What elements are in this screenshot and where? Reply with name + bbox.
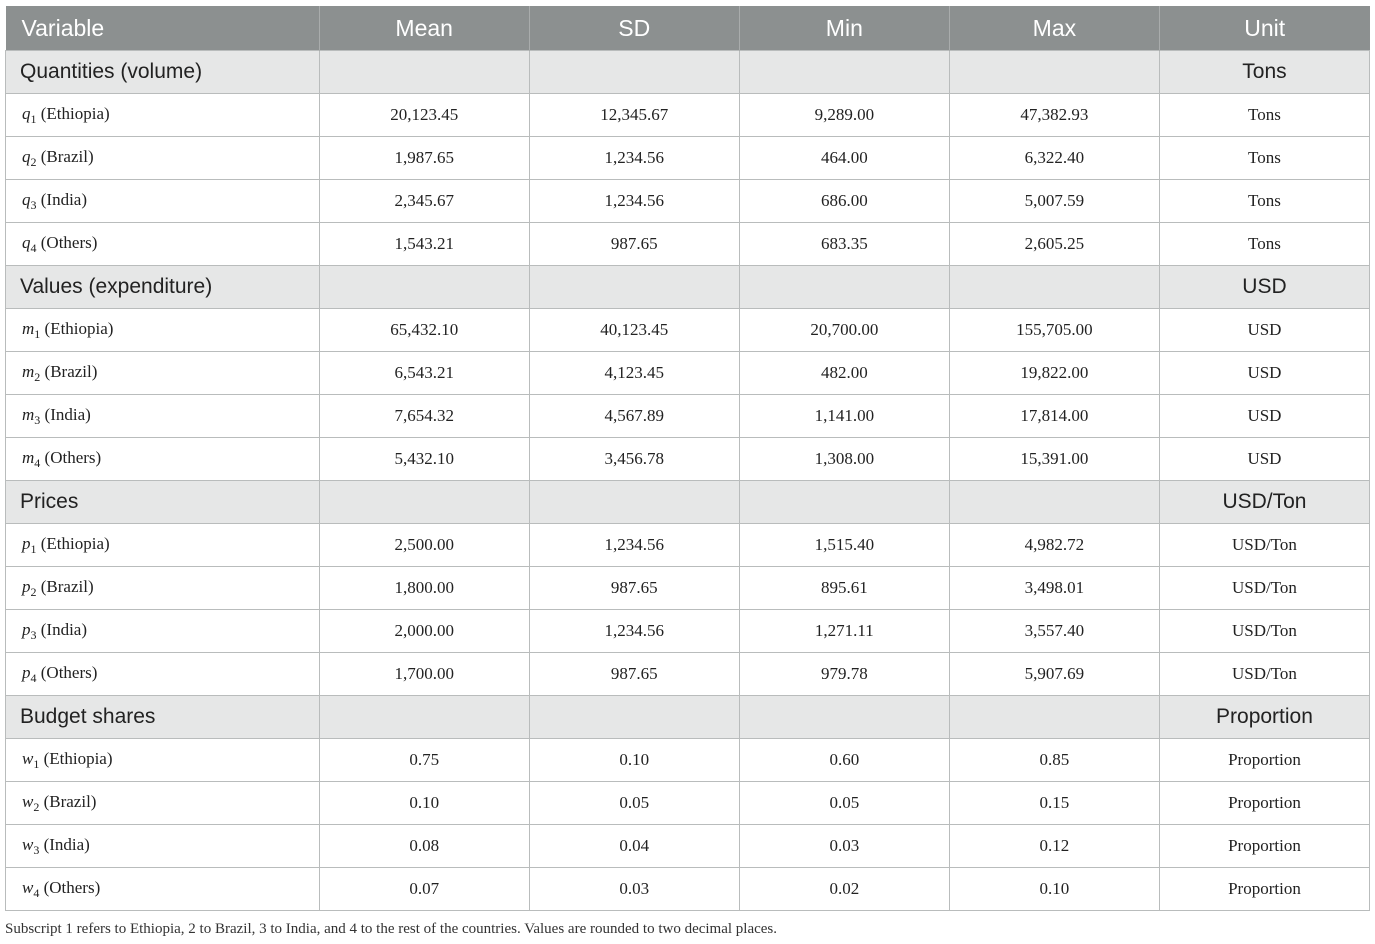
group-unit: Proportion <box>1159 696 1369 739</box>
variable-subscript: 2 <box>30 154 37 169</box>
sd-cell: 1,234.56 <box>529 610 739 653</box>
sd-cell: 4,567.89 <box>529 395 739 438</box>
variable-cell <box>6 653 320 696</box>
group-min-empty <box>739 481 949 524</box>
min-cell: 20,700.00 <box>739 309 949 352</box>
variable-symbol: p <box>22 533 31 553</box>
sd-cell: 12,345.67 <box>529 94 739 137</box>
sd-cell: 4,123.45 <box>529 352 739 395</box>
min-cell: 686.00 <box>739 180 949 223</box>
variable-country: (India) <box>40 189 88 209</box>
group-row <box>6 696 1370 739</box>
header-row <box>6 6 1370 51</box>
variable-symbol: q <box>22 103 31 123</box>
variable-country: (Ethiopia) <box>40 103 110 123</box>
max-cell: 0.85 <box>949 739 1159 782</box>
group-unit: USD/Ton <box>1159 481 1369 524</box>
table-row <box>6 610 1370 653</box>
summary-statistics-table <box>5 6 1370 911</box>
unit-cell: USD/Ton <box>1159 567 1369 610</box>
unit-cell: USD/Ton <box>1159 524 1369 567</box>
unit-cell: Proportion <box>1159 782 1369 825</box>
group-mean-empty <box>319 696 529 739</box>
table-row <box>6 352 1370 395</box>
mean-cell: 1,700.00 <box>319 653 529 696</box>
mean-cell: 5,432.10 <box>319 438 529 481</box>
max-cell: 19,822.00 <box>949 352 1159 395</box>
variable-subscript: 1 <box>34 326 41 341</box>
variable-country: (Brazil) <box>40 576 94 596</box>
header-max: Max <box>949 6 1159 51</box>
variable-cell <box>6 180 320 223</box>
variable-subscript: 2 <box>34 369 41 384</box>
header-unit: Unit <box>1159 6 1369 51</box>
table-row <box>6 825 1370 868</box>
table-row <box>6 94 1370 137</box>
mean-cell: 0.75 <box>319 739 529 782</box>
table-row <box>6 438 1370 481</box>
variable-cell <box>6 352 320 395</box>
group-sd-empty <box>529 51 739 94</box>
group-row <box>6 481 1370 524</box>
group-label: Prices <box>6 481 320 524</box>
variable-cell <box>6 94 320 137</box>
variable-country: (Others) <box>40 662 98 682</box>
variable-subscript: 2 <box>30 584 37 599</box>
table-row <box>6 309 1370 352</box>
min-cell: 0.03 <box>739 825 949 868</box>
variable-cell <box>6 739 320 782</box>
min-cell: 1,308.00 <box>739 438 949 481</box>
max-cell: 5,007.59 <box>949 180 1159 223</box>
group-mean-empty <box>319 481 529 524</box>
variable-country: (Ethiopia) <box>44 318 114 338</box>
mean-cell: 2,000.00 <box>319 610 529 653</box>
variable-cell <box>6 524 320 567</box>
variable-symbol: m <box>22 318 35 338</box>
max-cell: 0.15 <box>949 782 1159 825</box>
variable-cell <box>6 782 320 825</box>
unit-cell: Tons <box>1159 94 1369 137</box>
variable-symbol: w <box>22 791 34 811</box>
variable-country: (Brazil) <box>40 146 94 166</box>
max-cell: 3,557.40 <box>949 610 1159 653</box>
group-label: Quantities (volume) <box>6 51 320 94</box>
sd-cell: 1,234.56 <box>529 180 739 223</box>
mean-cell: 0.08 <box>319 825 529 868</box>
variable-country: (Ethiopia) <box>43 748 113 768</box>
variable-cell <box>6 567 320 610</box>
mean-cell: 1,543.21 <box>319 223 529 266</box>
group-sd-empty <box>529 696 739 739</box>
min-cell: 0.02 <box>739 868 949 911</box>
group-label: Values (expenditure) <box>6 266 320 309</box>
variable-symbol: q <box>22 232 31 252</box>
unit-cell: Proportion <box>1159 825 1369 868</box>
summary-statistics-table-wrapper <box>5 6 1370 911</box>
table-row <box>6 223 1370 266</box>
variable-subscript: 4 <box>34 455 41 470</box>
min-cell: 683.35 <box>739 223 949 266</box>
variable-subscript: 1 <box>33 756 40 771</box>
header-min: Min <box>739 6 949 51</box>
max-cell: 3,498.01 <box>949 567 1159 610</box>
sd-cell: 0.10 <box>529 739 739 782</box>
header-sd: SD <box>529 6 739 51</box>
header-variable: Variable <box>6 6 320 51</box>
mean-cell: 65,432.10 <box>319 309 529 352</box>
variable-subscript: 3 <box>30 627 37 642</box>
min-cell: 1,515.40 <box>739 524 949 567</box>
table-row <box>6 180 1370 223</box>
max-cell: 0.12 <box>949 825 1159 868</box>
group-row <box>6 51 1370 94</box>
variable-symbol: p <box>22 662 31 682</box>
min-cell: 1,141.00 <box>739 395 949 438</box>
sd-cell: 3,456.78 <box>529 438 739 481</box>
variable-subscript: 4 <box>33 885 40 900</box>
table-row <box>6 782 1370 825</box>
variable-cell <box>6 438 320 481</box>
group-unit: USD <box>1159 266 1369 309</box>
variable-subscript: 4 <box>30 240 37 255</box>
max-cell: 47,382.93 <box>949 94 1159 137</box>
unit-cell: Tons <box>1159 223 1369 266</box>
header-mean: Mean <box>319 6 529 51</box>
variable-symbol: w <box>22 834 34 854</box>
sd-cell: 0.03 <box>529 868 739 911</box>
table-row <box>6 567 1370 610</box>
variable-symbol: m <box>22 361 35 381</box>
variable-symbol: w <box>22 748 34 768</box>
table-row <box>6 524 1370 567</box>
variable-symbol: m <box>22 447 35 467</box>
group-label: Budget shares <box>6 696 320 739</box>
min-cell: 1,271.11 <box>739 610 949 653</box>
unit-cell: USD/Ton <box>1159 653 1369 696</box>
sd-cell: 0.04 <box>529 825 739 868</box>
min-cell: 0.60 <box>739 739 949 782</box>
sd-cell: 987.65 <box>529 567 739 610</box>
variable-symbol: p <box>22 619 31 639</box>
variable-cell <box>6 868 320 911</box>
group-sd-empty <box>529 481 739 524</box>
group-min-empty <box>739 266 949 309</box>
group-min-empty <box>739 696 949 739</box>
group-mean-empty <box>319 51 529 94</box>
group-sd-empty <box>529 266 739 309</box>
group-min-empty <box>739 51 949 94</box>
variable-symbol: w <box>22 877 34 897</box>
variable-country: (India) <box>44 404 91 424</box>
max-cell: 0.10 <box>949 868 1159 911</box>
max-cell: 17,814.00 <box>949 395 1159 438</box>
mean-cell: 20,123.45 <box>319 94 529 137</box>
unit-cell: Tons <box>1159 180 1369 223</box>
variable-country: (Others) <box>44 447 102 467</box>
variable-symbol: m <box>22 404 35 424</box>
max-cell: 15,391.00 <box>949 438 1159 481</box>
unit-cell: Proportion <box>1159 739 1369 782</box>
mean-cell: 2,345.67 <box>319 180 529 223</box>
variable-subscript: 3 <box>33 842 40 857</box>
variable-country: (Others) <box>40 232 98 252</box>
variable-subscript: 4 <box>30 670 37 685</box>
variable-symbol: q <box>22 189 31 209</box>
min-cell: 9,289.00 <box>739 94 949 137</box>
variable-subscript: 1 <box>30 541 37 556</box>
table-row <box>6 137 1370 180</box>
variable-cell <box>6 309 320 352</box>
mean-cell: 0.07 <box>319 868 529 911</box>
group-max-empty <box>949 481 1159 524</box>
group-max-empty <box>949 266 1159 309</box>
variable-cell <box>6 610 320 653</box>
mean-cell: 1,800.00 <box>319 567 529 610</box>
table-row <box>6 395 1370 438</box>
variable-country: (Brazil) <box>43 791 97 811</box>
group-mean-empty <box>319 266 529 309</box>
unit-cell: USD <box>1159 438 1369 481</box>
group-max-empty <box>949 696 1159 739</box>
variable-symbol: p <box>22 576 31 596</box>
sd-cell: 1,234.56 <box>529 137 739 180</box>
max-cell: 2,605.25 <box>949 223 1159 266</box>
unit-cell: Tons <box>1159 137 1369 180</box>
table-body <box>6 51 1370 911</box>
group-max-empty <box>949 51 1159 94</box>
variable-subscript: 3 <box>30 197 37 212</box>
variable-subscript: 2 <box>33 799 40 814</box>
variable-country: (Ethiopia) <box>40 533 110 553</box>
unit-cell: USD/Ton <box>1159 610 1369 653</box>
min-cell: 0.05 <box>739 782 949 825</box>
table-row <box>6 868 1370 911</box>
unit-cell: USD <box>1159 395 1369 438</box>
variable-country: (India) <box>40 619 88 639</box>
variable-country: (India) <box>43 834 90 854</box>
sd-cell: 40,123.45 <box>529 309 739 352</box>
unit-cell: USD <box>1159 309 1369 352</box>
variable-symbol: q <box>22 146 31 166</box>
variable-cell <box>6 825 320 868</box>
sd-cell: 987.65 <box>529 223 739 266</box>
variable-country: (Brazil) <box>44 361 98 381</box>
table-header <box>6 6 1370 51</box>
variable-cell <box>6 223 320 266</box>
unit-cell: Proportion <box>1159 868 1369 911</box>
group-unit: Tons <box>1159 51 1369 94</box>
variable-subscript: 1 <box>30 111 37 126</box>
mean-cell: 0.10 <box>319 782 529 825</box>
mean-cell: 2,500.00 <box>319 524 529 567</box>
min-cell: 979.78 <box>739 653 949 696</box>
min-cell: 482.00 <box>739 352 949 395</box>
sd-cell: 1,234.56 <box>529 524 739 567</box>
table-footnote: Subscript 1 refers to Ethiopia, 2 to Brazil, 3 to India, and 4 to the rest of the countries. Values are rounded to two decimal places. <box>5 921 778 937</box>
table-row <box>6 739 1370 782</box>
max-cell: 155,705.00 <box>949 309 1159 352</box>
mean-cell: 7,654.32 <box>319 395 529 438</box>
table-row <box>6 653 1370 696</box>
variable-country: (Others) <box>43 877 101 897</box>
sd-cell: 987.65 <box>529 653 739 696</box>
min-cell: 895.61 <box>739 567 949 610</box>
max-cell: 6,322.40 <box>949 137 1159 180</box>
group-row <box>6 266 1370 309</box>
max-cell: 5,907.69 <box>949 653 1159 696</box>
variable-cell <box>6 137 320 180</box>
variable-cell <box>6 395 320 438</box>
mean-cell: 6,543.21 <box>319 352 529 395</box>
mean-cell: 1,987.65 <box>319 137 529 180</box>
unit-cell: USD <box>1159 352 1369 395</box>
min-cell: 464.00 <box>739 137 949 180</box>
max-cell: 4,982.72 <box>949 524 1159 567</box>
sd-cell: 0.05 <box>529 782 739 825</box>
variable-subscript: 3 <box>34 412 41 427</box>
